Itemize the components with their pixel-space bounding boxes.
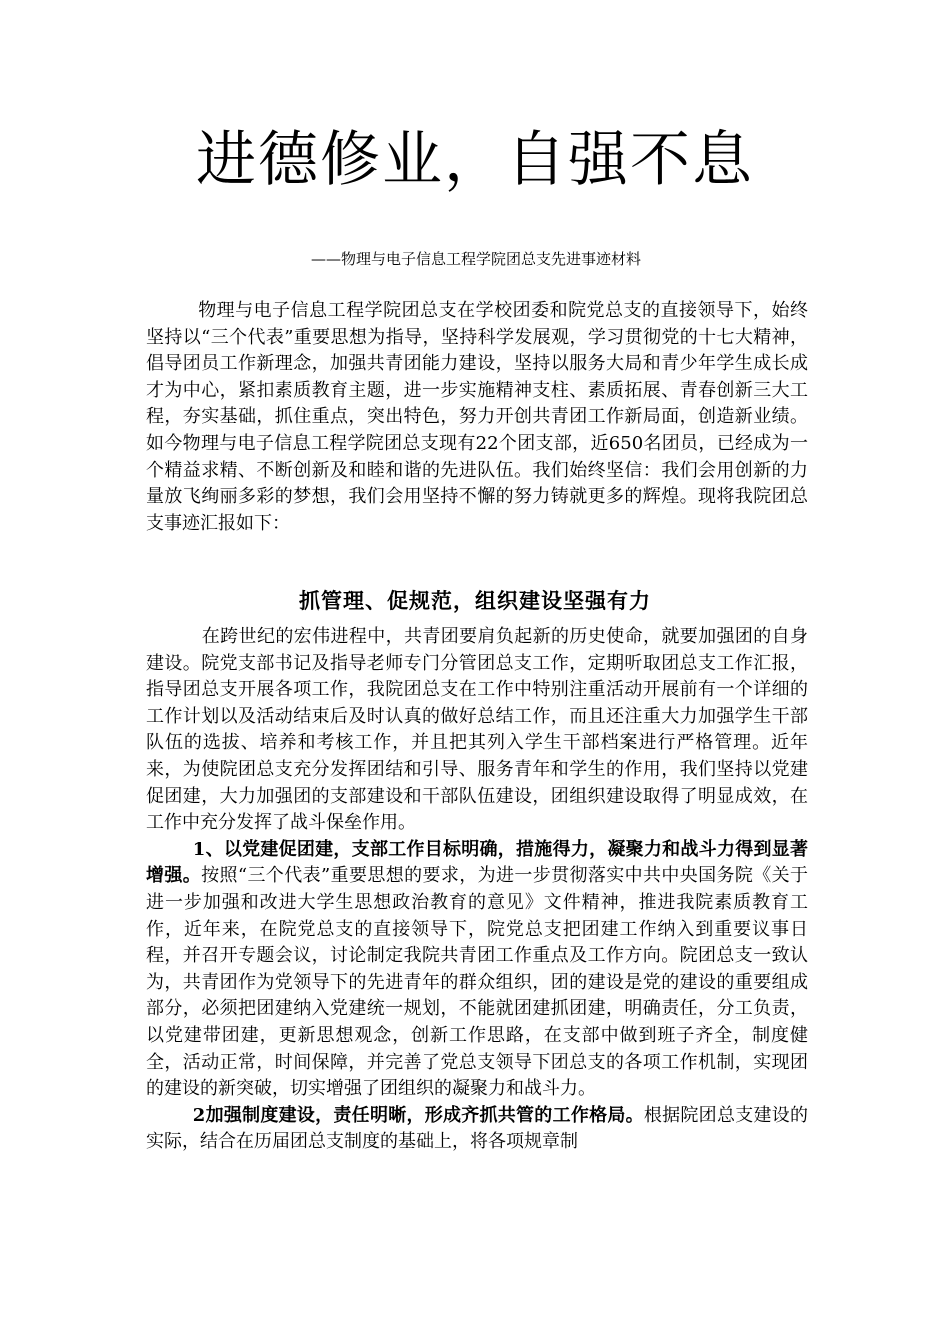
point-1-paragraph — [146, 837, 808, 1103]
section-heading: 抓管理、促规范，组织建设坚强有力 — [299, 589, 651, 613]
point-1-heading: 1、以党建促团建，支部工作目标明确，措施得力，凝聚力和战斗力得到显著增强。 — [146, 838, 808, 887]
point-2-heading: 2加强制度建设，责任明晰，形成齐抓共管的工作格局。 — [192, 1104, 644, 1126]
point-2-text: 根据院团总支建设的实际，结合在历届团总支制度的基础上，将各项规章制 — [146, 1104, 808, 1153]
point-2-paragraph — [146, 1103, 808, 1156]
document-subtitle: ——物理与电子信息工程学院团总支先进事迹材料 — [311, 250, 642, 268]
section-paragraph: 在跨世纪的宏伟进程中，共青团要肩负起新的历史使命，就要加强团的自身建设。院党支部书记及指导老师专门分管团总支工作，定期听取团总支工作汇报，指导团总支开展各项工作，我院团总支在工作中特别注重活动开展前有一个详细的工作计划以及活动结束后及时认真的做好总结工作，而且还注重大力加强学生干部队伍的选拔、培养和考核工作，并且把其列入学生干部档案进行严格管理。近年来，为使院团总支充分发挥团结和引导、服务青年和学生的作用，我们坚持以党建促团建，大力加强团的支部建设和干部队伍建设，团组织建设取得了明显成效，在工作中充分发挥了战斗保垒作用。 — [146, 626, 808, 834]
section-body — [146, 624, 808, 1156]
point-1-text: 按照“三个代表”重要思想的要求，为进一步贯彻落实中共中央国务院《关于进一步加强和改进大学生思想政治教育的意见》文件精神，推进我院素质教育工作，近年来，在院党总支的直接领导下，院党总支把团建工作纳入到重要议事日程，并召开专题会议，讨论制定我院共青团工作重点及工作方向。院团总支一致认为，共青团作为党领导下的先进青年的群众组织，团的建设是党的建设的重要组成部分，必须把团建纳入党建统一规划，不能就团建抓团建，明确责任，分工负责，以党建带团建，更新思想观念，创新工作思路，在支部中做到班子齐全，制度健全，活动正常，时间保障，并完善了党总支领导下团总支的各项工作机制，实现团的建设的新突破，切实增强了团组织的凝聚力和战斗力。 — [146, 865, 809, 1100]
document-title: 进德修业，自强不息 — [196, 125, 754, 195]
intro-paragraph: 物理与电子信息工程学院团总支在学校团委和院党总支的直接领导下，始终坚持以“三个代表”重要思想为指导，坚持科学发展观，学习贯彻党的十七大精神，倡导团员工作新理念，加强共青团能力建设，坚持以服务大局和青少年学生成长成才为中心，紧扣素质教育主题，进一步实施精神支柱、素质拓展、青春创新三大工程，夯实基础，抓住重点，突出特色，努力开创共青团工作新局面，创造新业绩。如今物理与电子信息工程学院团总支现有22个团支部，近650名团员，已经成为一个精益求精、不断创新及和睦和谐的先进队伍。我们始终坚信：我们会用创新的力量放飞绚丽多彩的梦想，我们会用坚持不懈的努力铸就更多的辉煌。现将我院团总支事迹汇报如下： — [146, 300, 808, 534]
intro-section — [146, 298, 808, 537]
